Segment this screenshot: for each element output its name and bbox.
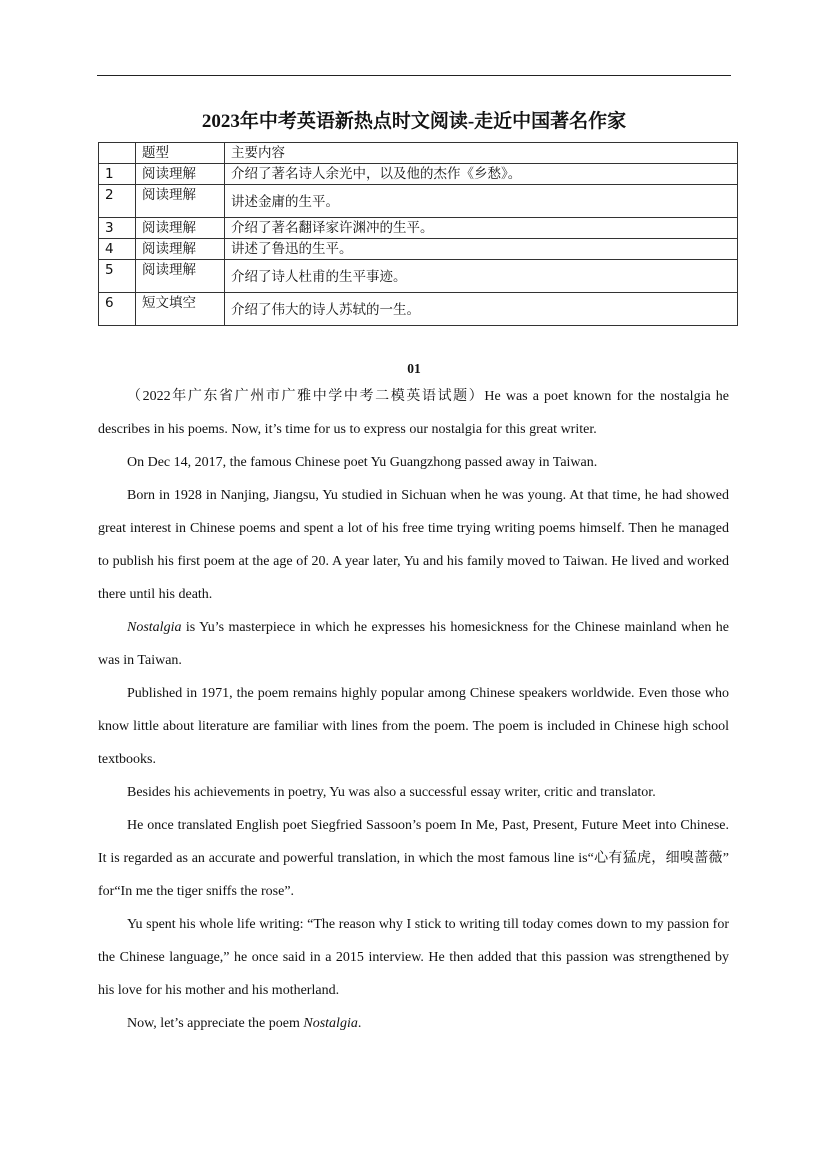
main-content: 介绍了伟大的诗人苏轼的一生。 <box>225 293 738 326</box>
paragraph: （2022年广东省广州市广雅中学中考二模英语试题）He was a poet known for the nostalgia he describes in his poems. Now, it’s time for us to express our nostalgia for this great writer. <box>98 389 729 437</box>
header-rule <box>97 75 731 76</box>
paragraph-text: Now, let’s appreciate the poem <box>127 1016 304 1031</box>
paragraph: On Dec 14, 2017, the famous Chinese poet Yu Guangzhong passed away in Taiwan. <box>127 455 598 470</box>
paragraph <box>98 611 729 677</box>
question-type: 阅读理解 <box>136 185 225 218</box>
main-content: 讲述金庸的生平。 <box>225 185 738 218</box>
question-type: 阅读理解 <box>136 164 225 185</box>
row-number: 6 <box>99 293 136 326</box>
table-row <box>99 260 738 293</box>
table-row <box>99 218 738 239</box>
poem-title-italic: Nostalgia <box>127 620 182 635</box>
row-number: 2 <box>99 185 136 218</box>
paragraph <box>98 1007 729 1040</box>
table-row <box>99 239 738 260</box>
question-type: 阅读理解 <box>136 239 225 260</box>
main-content: 讲述了鲁迅的生平。 <box>225 239 738 260</box>
question-type: 短文填空 <box>136 293 225 326</box>
article-body <box>98 380 729 1040</box>
poem-title-italic: Nostalgia <box>303 1016 358 1031</box>
paragraph: He once translated English poet Siegfried Sassoon’s poem In Me, Past, Present, Future Meet into Chinese. It is regarded as an accurate and powerful translation, in which the most famous line is“心有猛虎，细嗅蔷薇” for“In me the tiger sniffs the rose”. <box>98 818 729 899</box>
row-number: 4 <box>99 239 136 260</box>
paragraph-text: . <box>357 1016 362 1031</box>
table-row <box>99 293 738 326</box>
table-header-cell: 题型 <box>136 143 225 164</box>
table-header-row <box>99 143 738 164</box>
main-content: 介绍了著名翻译家许渊冲的生平。 <box>225 218 738 239</box>
paragraph: Yu spent his whole life writing: “The reason why I stick to writing till today comes down to my passion for the Chinese language,” he once said in a 2015 interview. He then added that this passion was strengthened by his love for his mother and his motherland. <box>98 917 729 998</box>
main-content: 介绍了诗人杜甫的生平事迹。 <box>225 260 738 293</box>
question-type: 阅读理解 <box>136 218 225 239</box>
summary-table <box>98 142 738 326</box>
paragraph-text: is Yu’s masterpiece in which he expresses his homesickness for the Chinese mainland when he was in Taiwan. <box>98 620 729 668</box>
document-title: 2023年中考英语新热点时文阅读-走近中国著名作家 <box>201 111 627 132</box>
paragraph: Published in 1971, the poem remains highly popular among Chinese speakers worldwide. Even those who know little about literature are familiar with lines from the poem. The poem is included in Chinese high school textbooks. <box>98 686 729 767</box>
table-row <box>99 164 738 185</box>
table-header-cell <box>99 143 136 164</box>
row-number: 5 <box>99 260 136 293</box>
table-header-cell: 主要内容 <box>225 143 738 164</box>
table-row <box>99 185 738 218</box>
section-number: 01 <box>407 361 421 376</box>
row-number: 3 <box>99 218 136 239</box>
question-type: 阅读理解 <box>136 260 225 293</box>
paragraph: Born in 1928 in Nanjing, Jiangsu, Yu studied in Sichuan when he was young. At that time, he had showed great interest in Chinese poems and spent a lot of his free time trying writing poems himself. Then he managed to publish his first poem at the age of 20. A year later, Yu and his family moved to Taiwan. He lived and worked there until his death. <box>98 488 729 602</box>
main-content: 介绍了著名诗人余光中，以及他的杰作《乡愁》。 <box>225 164 738 185</box>
row-number: 1 <box>99 164 136 185</box>
paragraph: Besides his achievements in poetry, Yu was also a successful essay writer, critic and translator. <box>127 785 656 800</box>
